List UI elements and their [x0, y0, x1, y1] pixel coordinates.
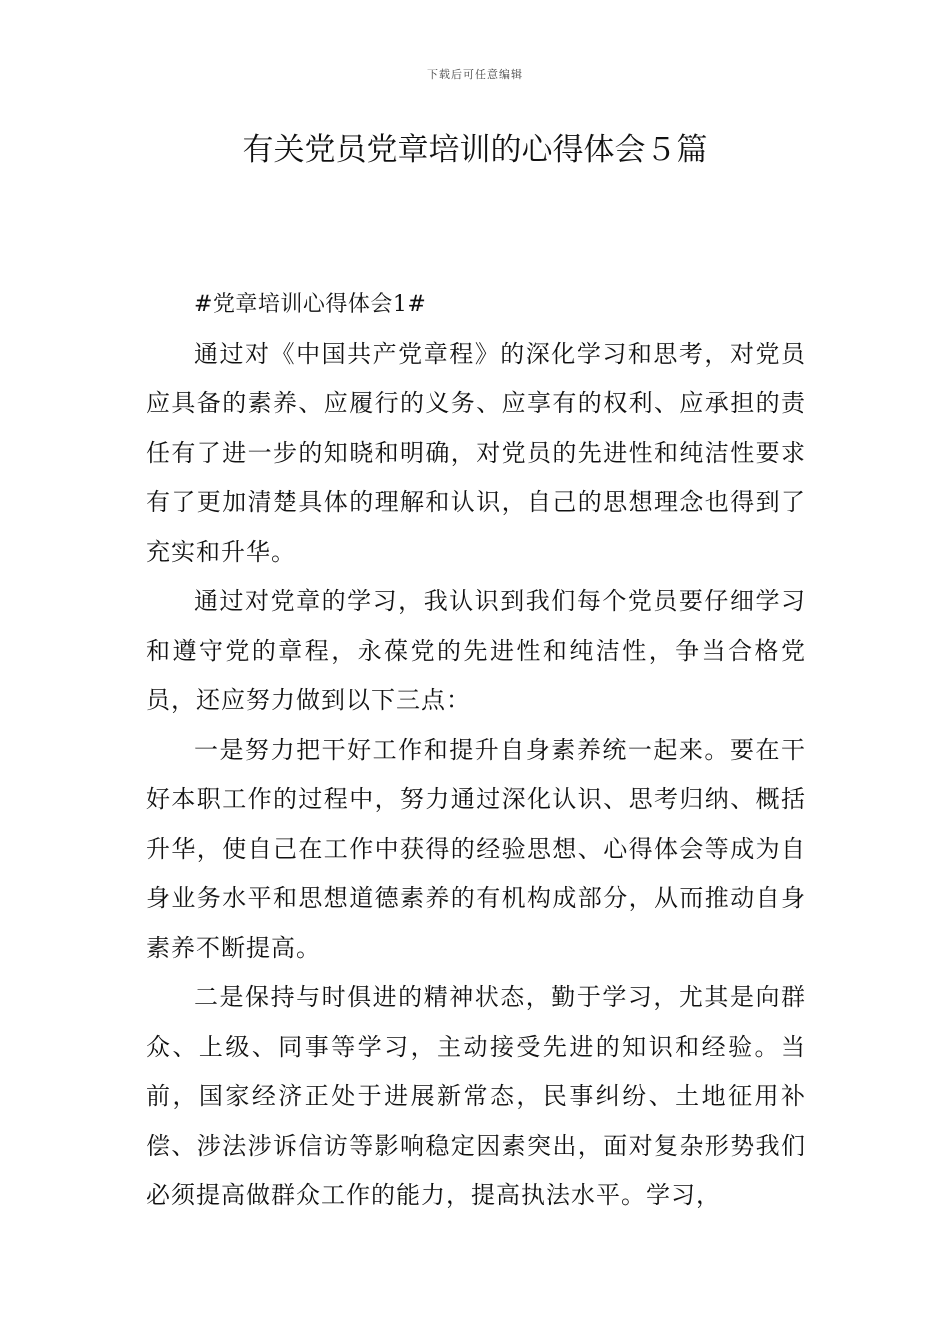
paragraph-1: 通过对《中国共产党章程》的深化学习和思考，对党员应具备的素养、应履行的义务、应享有的权利、应承担的责任有了进一步的知晓和明确，对党员的先进性和纯洁性要求有了更加清楚具体的理解和认识，自己的思想理念也得到了充实和升华。	[146, 339, 806, 566]
paragraph-3: 一是努力把干好工作和提升自身素养统一起来。要在干好本职工作的过程中，努力通过深化认识、思考归纳、概括升华，使自己在工作中获得的经验思想、心得体会等成为自身业务水平和思想道德素养的有机构成部分，从而推动自身素养不断提高。	[146, 735, 806, 962]
paragraph-2: 通过对党章的学习，我认识到我们每个党员要仔细学习和遵守党的章程，永葆党的先进性和纯洁性，争当合格党员，还应努力做到以下三点：	[146, 587, 806, 714]
document-title: 有关党员党章培训的心得体会５篇	[242, 132, 708, 168]
paragraph-4: 二是保持与时俱进的精神状态，勤于学习，尤其是向群众、上级、同事等学习，主动接受先进的知识和经验。当前，国家经济正处于进展新常态，民事纠纷、土地征用补偿、涉法涉诉信访等影响稳定因素突出，面对复杂形势我们必须提高做群众工作的能力，提高执法水平。学习，	[146, 983, 806, 1209]
document-body	[146, 280, 806, 1221]
section-heading: #党章培训心得体会1#	[194, 292, 427, 317]
header-note: 下载后可任意编辑	[427, 68, 523, 81]
